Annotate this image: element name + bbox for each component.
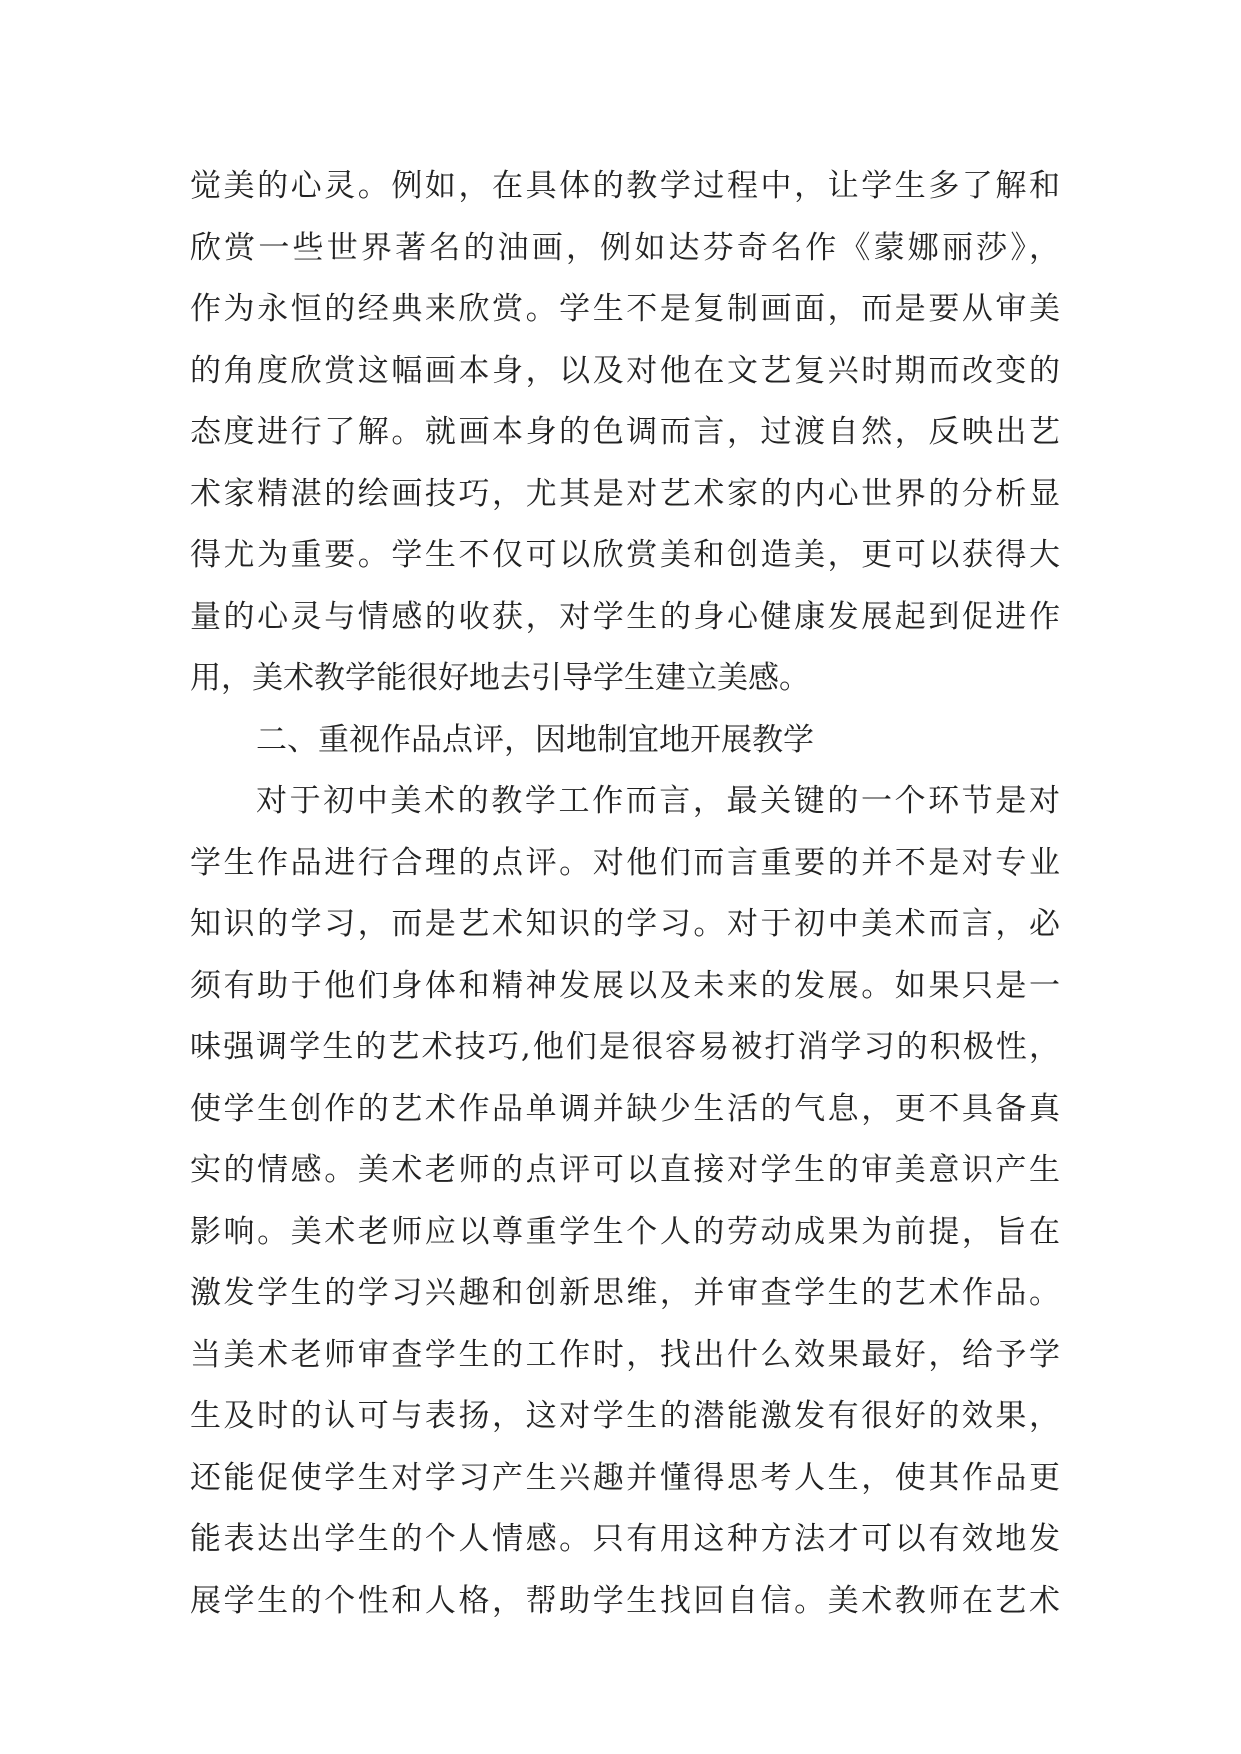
text-line: 还能促使学生对学习产生兴趣并懂得思考人生，使其作品更: [190, 1459, 1060, 1496]
text-line: 作为永恒的经典来欣赏。学生不是复制画面，而是要从审美: [190, 291, 1060, 327]
text-line: 影响。美术老师应以尊重学生个人的劳动成果为前提，旨在: [190, 1213, 1060, 1250]
text-line: 生及时的认可与表扬，这对学生的潜能激发有很好的效果，: [190, 1398, 1060, 1434]
text-line: 欣赏一些世界著名的油画，例如达芬奇名作《蒙娜丽莎》，: [190, 229, 1060, 266]
text-line: 的角度欣赏这幅画本身，以及对他在文艺复兴时期而改变的: [190, 352, 1060, 389]
text-line: 觉美的心灵。例如，在具体的教学过程中，让学生多了解和: [190, 168, 1060, 204]
paragraph-end-line: 用，美术教学能很好地去引导学生建立美感。: [190, 660, 810, 696]
text-line: 使学生创作的艺术作品单调并缺少生活的气息，更不具备真: [190, 1090, 1060, 1127]
text-line: 能表达出学生的个人情感。只有用这种方法才可以有效地发: [190, 1521, 1060, 1557]
paragraph-first-line: 对于初中美术的教学工作而言，最关键的一个环节是对: [256, 783, 1060, 819]
body-text: [190, 156, 1060, 1632]
text-line: 学生作品进行合理的点评。对他们而言重要的并不是对专业: [190, 844, 1060, 881]
text-line: 术家精湛的绘画技巧，尤其是对艺术家的内心世界的分析显: [190, 475, 1060, 512]
section-heading: 二、重视作品点评，因地制宜地开展教学: [256, 721, 814, 758]
text-line: 当美术老师审查学生的工作时，找出什么效果最好，给予学: [190, 1336, 1060, 1373]
text-line: 知识的学习，而是艺术知识的学习。对于初中美术而言，必: [190, 906, 1060, 942]
text-line: 实的情感。美术老师的点评可以直接对学生的审美意识产生: [190, 1152, 1060, 1188]
text-line: 激发学生的学习兴趣和创新思维，并审查学生的艺术作品。: [190, 1275, 1060, 1311]
text-line: 须有助于他们身体和精神发展以及未来的发展。如果只是一: [190, 967, 1060, 1004]
text-line: 态度进行了解。就画本身的色调而言，过渡自然，反映出艺: [190, 414, 1060, 450]
text-line: 展学生的个性和人格，帮助学生找回自信。美术教师在艺术: [190, 1582, 1060, 1619]
text-line: 得尤为重要。学生不仅可以欣赏美和创造美，更可以获得大: [190, 537, 1060, 573]
text-line: 味强调学生的艺术技巧,他们是很容易被打消学习的积极性，: [190, 1029, 1060, 1065]
text-line: 量的心灵与情感的收获，对学生的身心健康发展起到促进作: [190, 598, 1060, 635]
